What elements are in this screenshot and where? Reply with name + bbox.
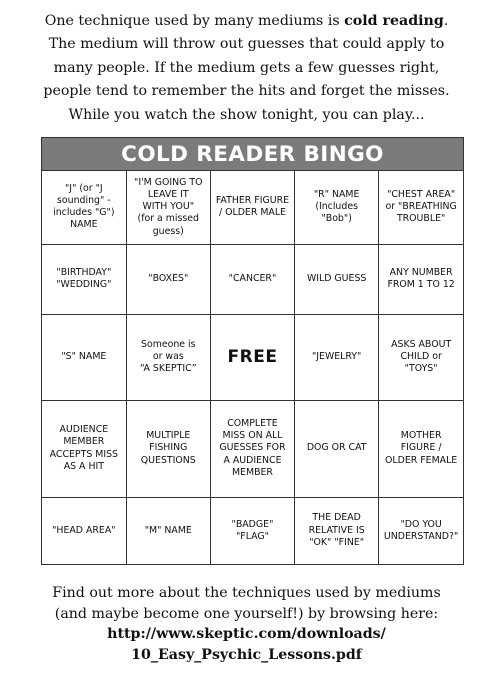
bingo-row [42, 244, 463, 314]
intro-line-1 [20, 10, 473, 33]
bingo-cell[interactable]: AUDIENCE MEMBER ACCEPTS MISS AS A HIT [42, 400, 126, 497]
bingo-cell[interactable]: "I'M GOING TO LEAVE IT WITH YOU" (for a missed guess) [126, 171, 210, 244]
bingo-cell[interactable]: MULTIPLE FISHING QUESTIONS [126, 400, 210, 497]
bingo-row [42, 314, 463, 400]
outro-line-2: (and maybe become one yourself!) by browsing here: [54, 605, 439, 622]
intro-line-1-post: . [443, 13, 449, 29]
bingo-cell[interactable]: THE DEAD RELATIVE IS "OK" "FINE" [295, 497, 379, 564]
bingo-cell[interactable]: DOG OR CAT [295, 400, 379, 497]
cold-reading-term: cold reading [344, 13, 444, 29]
bingo-row [42, 400, 463, 497]
bingo-row [42, 497, 463, 564]
bingo-cell[interactable]: "HEAD AREA" [42, 497, 126, 564]
bingo-cell[interactable]: WILD GUESS [295, 244, 379, 314]
bingo-cell[interactable]: "BIRTHDAY" "WEDDING" [42, 244, 126, 314]
download-link-line-1[interactable]: http://www.skeptic.com/downloads/ [107, 626, 386, 642]
bingo-cell[interactable]: "CANCER" [210, 244, 294, 314]
bingo-cell[interactable]: "M" NAME [126, 497, 210, 564]
bingo-cell[interactable]: "BOXES" [126, 244, 210, 314]
intro-line-3: many people. If the medium gets a few guesses right, [53, 59, 440, 76]
bingo-cell[interactable]: "JEWELRY" [295, 314, 379, 400]
bingo-cell[interactable]: MOTHER FIGURE / OLDER FEMALE [379, 400, 463, 497]
intro-line-2: The medium will throw out guesses that could apply to [48, 36, 445, 53]
bingo-cell[interactable]: "J" (or "J sounding" - includes "G") NAME [42, 171, 126, 244]
bingo-row [42, 171, 463, 244]
bingo-grid [42, 171, 463, 564]
bingo-card [41, 137, 464, 565]
intro-line-5: While you watch the show tonight, you can play... [68, 106, 425, 123]
bingo-title: COLD READER BINGO [42, 138, 463, 171]
bingo-cell[interactable]: ANY NUMBER FROM 1 TO 12 [379, 244, 463, 314]
outro-paragraph [20, 583, 473, 665]
bingo-cell[interactable]: ASKS ABOUT CHILD or "TOYS" [379, 314, 463, 400]
intro-line-4: people tend to remember the hits and forget the misses. [43, 83, 450, 100]
bingo-cell[interactable]: COMPLETE MISS ON ALL GUESSES FOR A AUDIENCE MEMBER [210, 400, 294, 497]
bingo-cell[interactable]: Someone is or was “A SKEPTIC” [126, 314, 210, 400]
intro-line-1-pre: One technique used by many mediums is [44, 13, 345, 29]
bingo-cell[interactable]: "R" NAME (Includes "Bob") [295, 171, 379, 244]
bingo-cell[interactable]: "DO YOU UNDERSTAND?" [379, 497, 463, 564]
bingo-cell[interactable]: "S" NAME [42, 314, 126, 400]
download-link-line-2[interactable]: 10_Easy_Psychic_Lessons.pdf [131, 646, 362, 663]
bingo-cell[interactable]: "BADGE" "FLAG" [210, 497, 294, 564]
bingo-cell[interactable]: FATHER FIGURE / OLDER MALE [210, 171, 294, 244]
bingo-cell[interactable]: "CHEST AREA" or "BREATHING TROUBLE" [379, 171, 463, 244]
free-space-cell[interactable]: FREE [210, 314, 294, 400]
outro-line-1: Find out more about the techniques used by mediums [52, 585, 441, 601]
intro-paragraph [20, 10, 473, 127]
